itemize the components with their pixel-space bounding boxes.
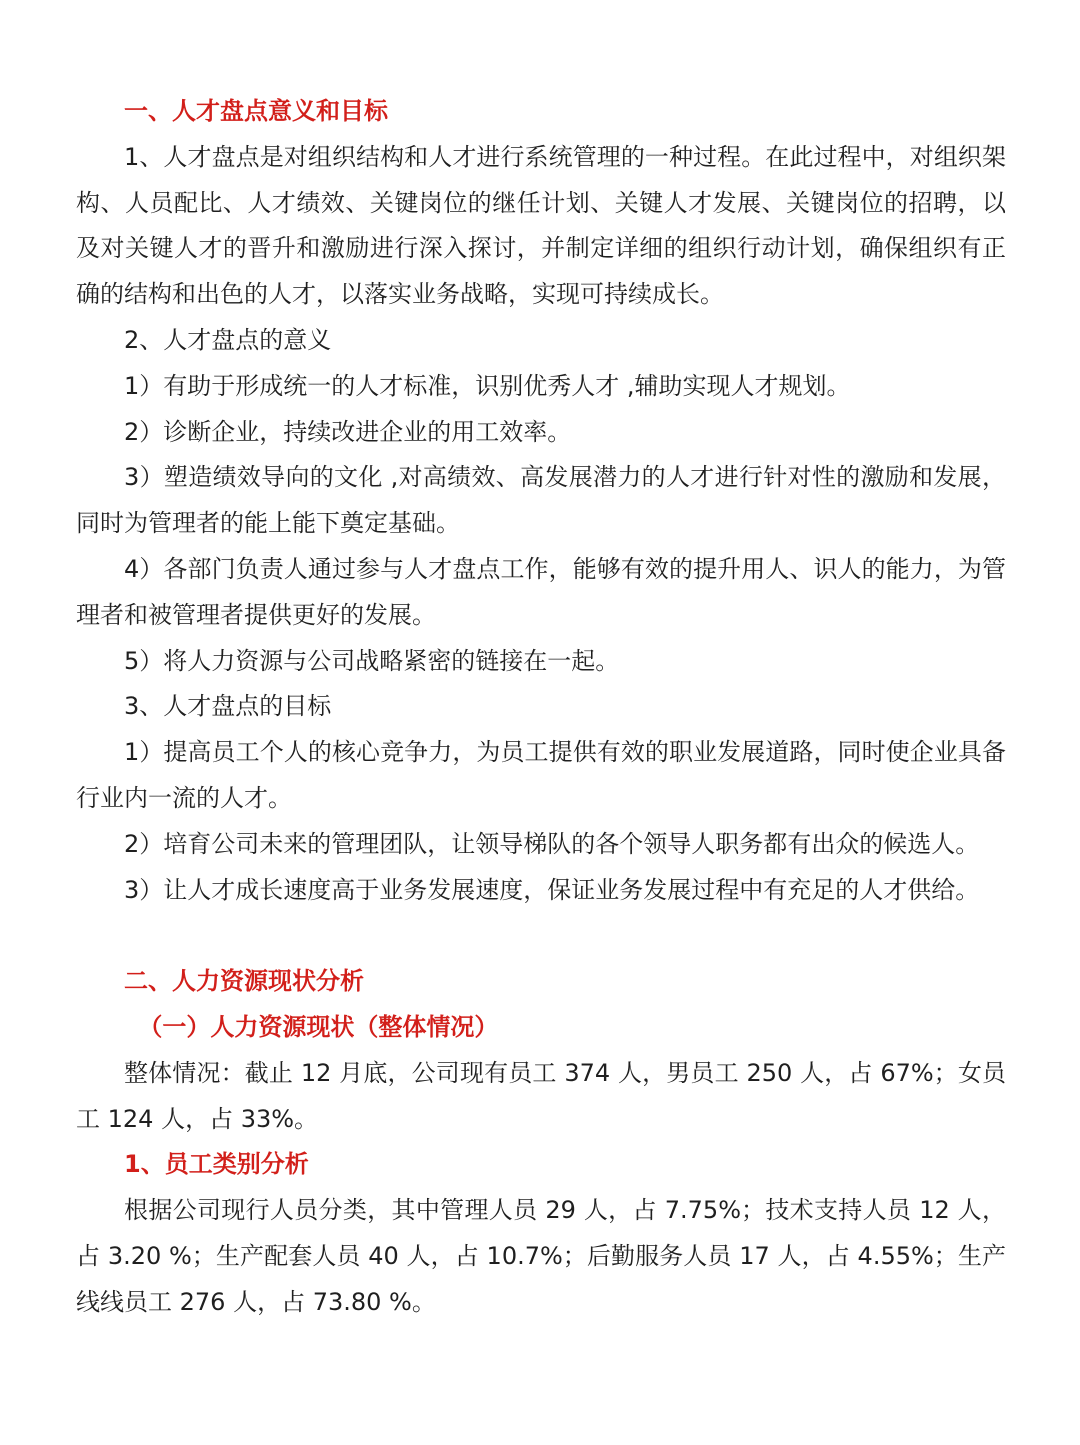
- section-heading-talent-review: 一、人才盘点意义和目标: [124, 97, 388, 125]
- paragraph: 5）将人力资源与公司战略紧密的链接在一起。: [124, 646, 620, 675]
- section-heading-hr-status: 二、人力资源现状分析: [124, 967, 364, 996]
- paragraph: 整体情况：截止 12 月底，公司现有员工 374 人，男员工 250 人，占 67%；女员工 124 人，占 33%。: [76, 1058, 1006, 1133]
- subsection-heading-employee-category: 1、员工类别分析: [124, 1150, 309, 1179]
- section-spacer: [76, 913, 1006, 959]
- paragraph: 4）各部门负责人通过参与人才盘点工作，能够有效的提升用人、识人的能力，为管理者和被管理者提供更好的发展。: [76, 554, 1006, 629]
- document-body: [76, 89, 1006, 1326]
- paragraph: 1）有助于形成统一的人才标准，识别优秀人才 ,辅助实现人才规划。: [124, 371, 851, 400]
- paragraph: 3）塑造绩效导向的文化 ,对高绩效、高发展潜力的人才进行针对性的激励和发展，同时为管理者的能上能下奠定基础。: [76, 463, 1006, 538]
- paragraph: 根据公司现行人员分类，其中管理人员 29 人，占 7.75%；技术支持人员 12 人，占 3.20 %；生产配套人员 40 人，占 10.7%；后勤服务人员 17 人，占 4.55%；生产线线员工 276 人，占 73.80 %。: [76, 1196, 1006, 1316]
- paragraph: 2、人才盘点的意义: [124, 325, 332, 354]
- paragraph: 1）提高员工个人的核心竞争力，为员工提供有效的职业发展道路，同时使企业具备行业内一流的人才。: [76, 738, 1006, 812]
- paragraph: 2）培育公司未来的管理团队，让领导梯队的各个领导人职务都有出众的候选人。: [124, 829, 980, 858]
- paragraph: 3、人才盘点的目标: [124, 692, 332, 721]
- paragraph: 3）让人才成长速度高于业务发展速度，保证业务发展过程中有充足的人才供给。: [124, 875, 980, 904]
- paragraph: 1、人才盘点是对组织结构和人才进行系统管理的一种过程。在此过程中，对组织架构、人员配比、人才绩效、关键岗位的继任计划、关键人才发展、关键岗位的招聘，以及对关键人才的晋升和激励进行深入探讨，并制定详细的组织行动计划，确保组织有正确的结构和出色的人才，以落实业务战略，实现可持续成长。: [76, 142, 1006, 309]
- subsection-heading-overall: （一）人力资源现状（整体情况）: [138, 1012, 499, 1041]
- paragraph: 2）诊断企业，持续改进企业的用工效率。: [124, 417, 572, 446]
